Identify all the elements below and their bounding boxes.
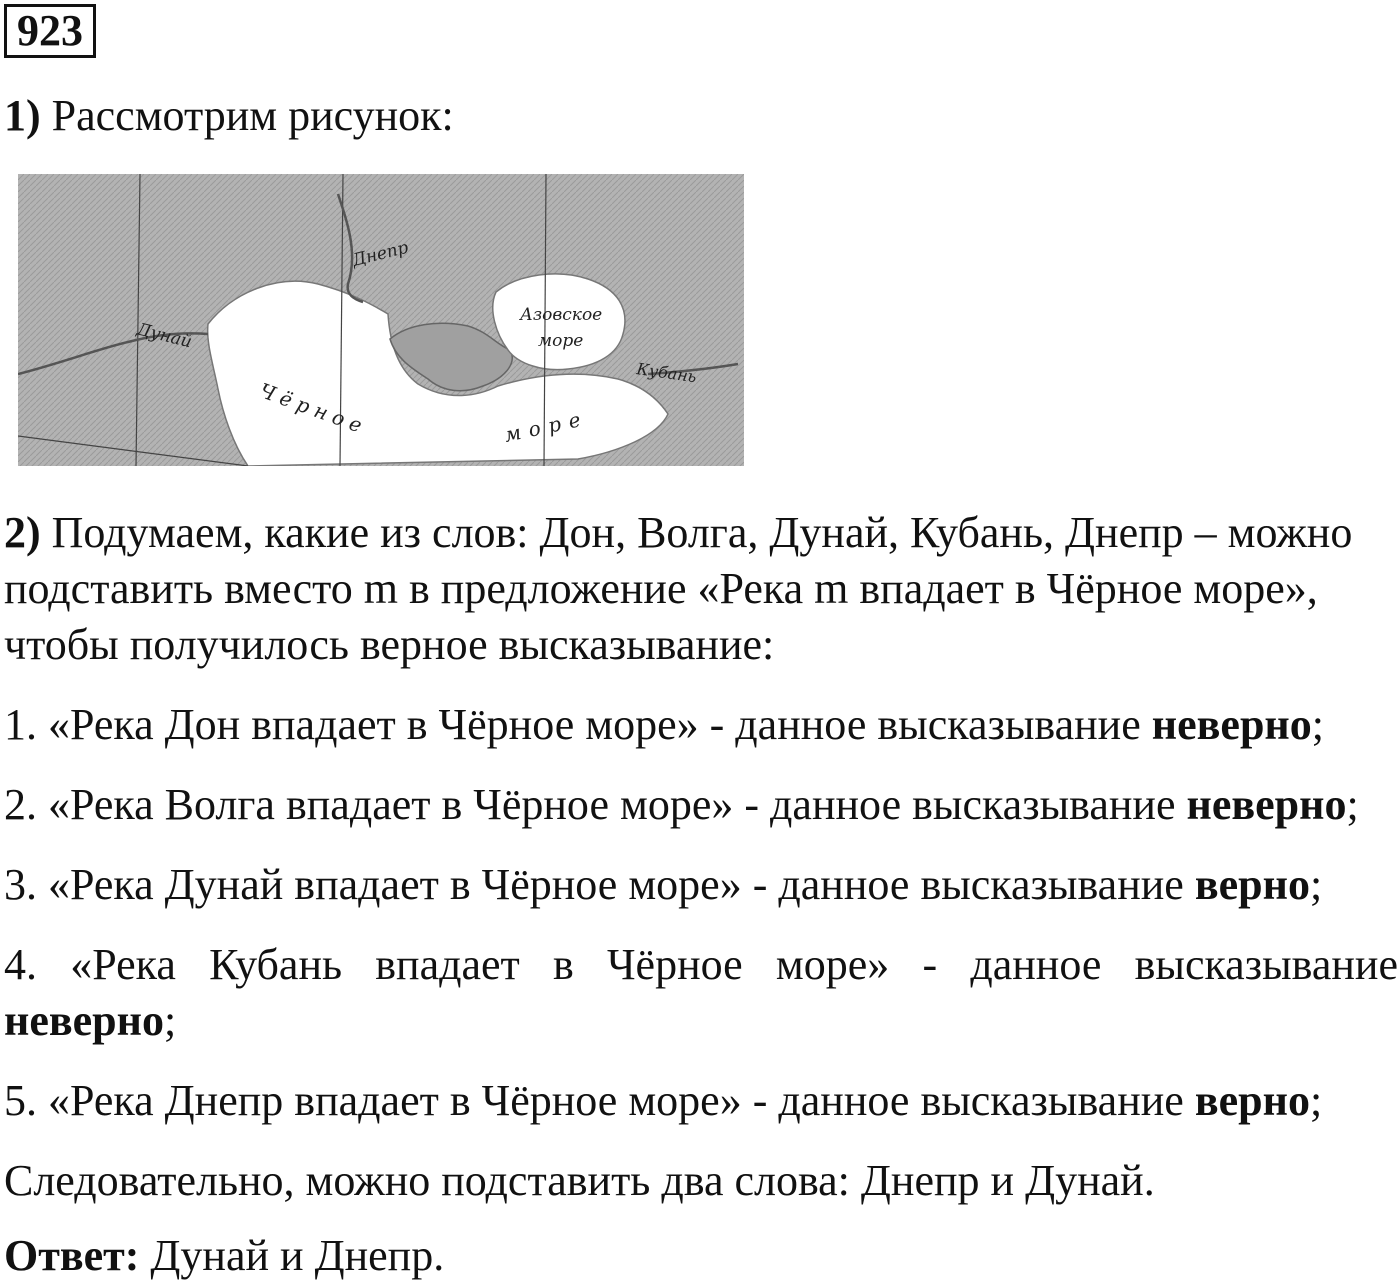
list-item-4: 4. «Река Кубань впадает в Чёрное море» - данное высказывание	[4, 940, 1398, 989]
step1-line	[4, 88, 1398, 144]
verdict: неверно	[1186, 780, 1347, 829]
verdict: верно	[1194, 1076, 1310, 1125]
answer-line	[4, 1228, 1398, 1284]
answer-label: Ответ:	[4, 1231, 140, 1280]
list-item-1: 1. «Река Дон впадает в Чёрное море» - данное высказывание неверно;	[4, 700, 1324, 749]
list-item-4-cont: неверно;	[4, 996, 177, 1045]
label-black-sea-1: Чёрное	[256, 378, 371, 440]
label-azov-1: Азовское	[520, 305, 603, 325]
map-figure	[18, 174, 744, 466]
step2-label: 2)	[4, 508, 41, 557]
conclusion: Следовательно, можно подставить два слова: Днепр и Дунай.	[4, 1156, 1155, 1205]
verdict: верно	[1194, 860, 1310, 909]
step2-line3: чтобы получилось верное высказывание:	[4, 620, 775, 669]
step2-text-1: Подумаем, какие из слов: Дон, Волга, Дунай, Кубань, Днепр – можно	[51, 508, 1353, 557]
verdict: неверно	[1151, 700, 1312, 749]
answer-text: Дунай и Днепр.	[139, 1231, 445, 1280]
step2-line2: подставить вместо m в предложение «Река m впадает в Чёрное море»,	[4, 564, 1318, 613]
verdict: неверно	[4, 996, 164, 1045]
label-dnepr: Днепр	[350, 237, 411, 271]
label-black-sea-2: море	[502, 405, 591, 447]
step2-line1	[4, 505, 1398, 561]
label-kuban: Кубань	[635, 359, 698, 387]
list-item-3: 3. «Река Дунай впадает в Чёрное море» - данное высказывание верно;	[4, 860, 1323, 909]
step1-text: Рассмотрим рисунок:	[51, 91, 454, 140]
black-sea-map	[18, 174, 744, 466]
step1-label: 1)	[4, 91, 41, 140]
list-item-5: 5. «Река Днепр впадает в Чёрное море» - данное высказывание верно;	[4, 1076, 1323, 1125]
list-item-2: 2. «Река Волга впадает в Чёрное море» - данное высказывание неверно;	[4, 780, 1359, 829]
label-dunai: Дунай	[134, 319, 194, 353]
label-azov-2: море	[538, 331, 584, 351]
task-number: 923	[4, 4, 96, 58]
